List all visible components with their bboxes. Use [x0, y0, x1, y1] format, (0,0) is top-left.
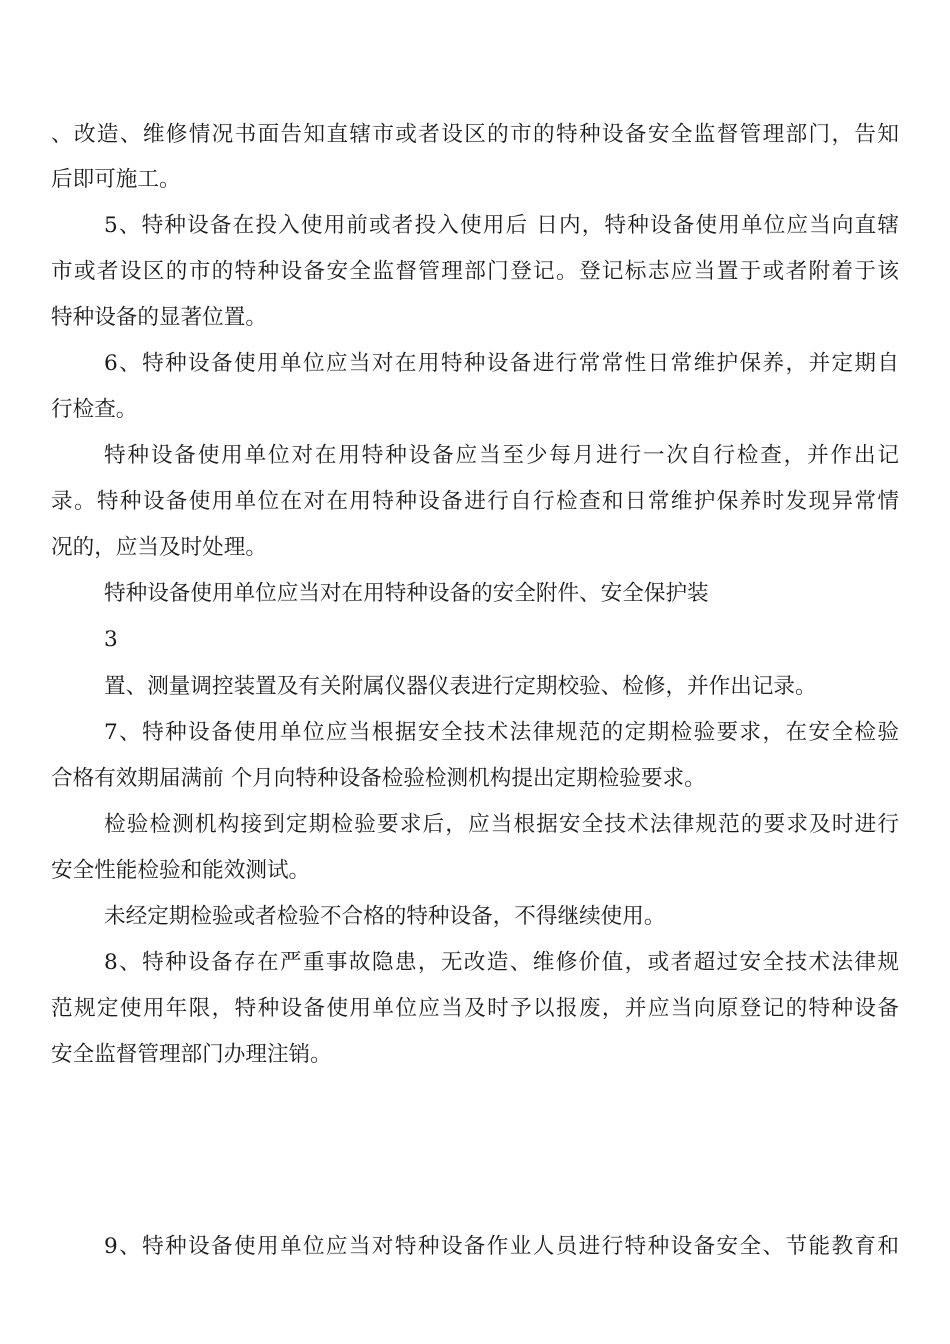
paragraph-line: 安全性能检验和能效测试。: [51, 858, 311, 883]
paragraph-line: 检验检测机构接到定期检验要求后，应当根据安全技术法律规范的要求及时进行: [104, 812, 899, 837]
paragraph-line: 8、特种设备存在严重事故隐患，无改造、维修价值，或者超过安全技术法律规: [104, 950, 899, 975]
page-number: 3: [104, 627, 118, 652]
paragraph-line: 况的，应当及时处理。: [51, 535, 267, 560]
paragraph-line: 行检查。: [51, 397, 138, 422]
paragraph-line: 范规定使用年限，特种设备使用单位应当及时予以报废，并应当向原登记的特种设备: [51, 996, 899, 1021]
paragraph-line: 后即可施工。: [51, 167, 181, 192]
paragraph-line: 、改造、维修情况书面告知直辖市或者设区的市的特种设备安全监督管理部门，告知: [51, 122, 899, 147]
paragraph-line: 特种设备使用单位应当对在用特种设备的安全附件、安全保护装: [104, 581, 709, 606]
paragraph-line: 9、特种设备使用单位应当对特种设备作业人员进行特种设备安全、节能教育和: [104, 1234, 899, 1259]
paragraph-line: 7、特种设备使用单位应当根据安全技术法律规范的定期检验要求，在安全检验: [104, 720, 899, 745]
paragraph-line: 市或者设区的市的特种设备安全监督管理部门登记。登记标志应当置于或者附着于该: [51, 259, 899, 284]
paragraph-line: 特种设备的显著位置。: [51, 305, 267, 330]
paragraph-line: 合格有效期届满前 个月向特种设备检验检测机构提出定期检验要求。: [51, 766, 706, 791]
paragraph-line: 特种设备使用单位对在用特种设备应当至少每月进行一次自行检查，并作出记: [104, 443, 899, 468]
paragraph-line: 6、特种设备使用单位应当对在用特种设备进行常常性日常维护保养，并定期自: [104, 351, 899, 376]
paragraph-line: 安全监督管理部门办理注销。: [51, 1042, 332, 1067]
paragraph-line: 5、特种设备在投入使用前或者投入使用后 日内，特种设备使用单位应当向直辖: [104, 213, 899, 238]
paragraph-line: 置、测量调控装置及有关附属仪器仪表进行定期校验、检修，并作出记录。: [104, 674, 817, 699]
paragraph-line: 录。特种设备使用单位在对在用特种设备进行自行检查和日常维护保养时发现异常情: [51, 489, 899, 514]
paragraph-line: 未经定期检验或者检验不合格的特种设备，不得继续使用。: [104, 904, 666, 929]
